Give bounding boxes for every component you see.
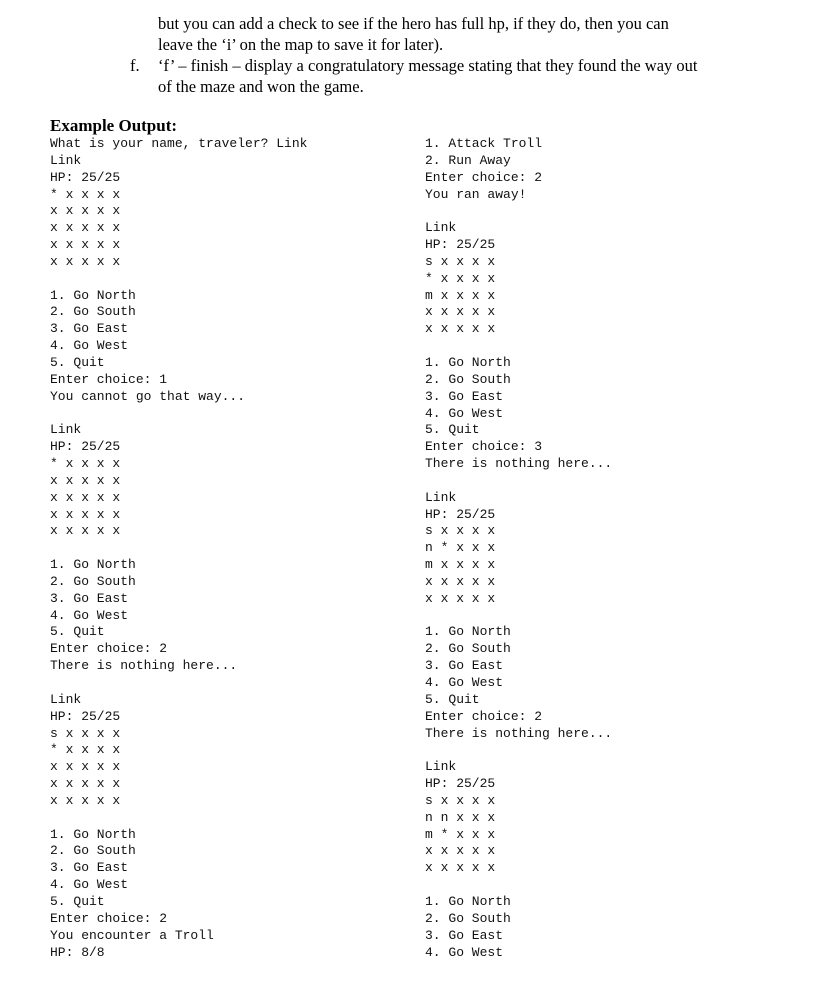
console-line: x x x x x xyxy=(50,776,121,792)
console-line: Link xyxy=(425,220,457,236)
intro-text-line-4: of the maze and won the game. xyxy=(158,77,364,96)
console-line: x x x x x xyxy=(425,860,496,876)
console-line: 5. Quit xyxy=(50,624,105,640)
console-line: * x x x x xyxy=(50,456,121,472)
console-line: m * x x x xyxy=(425,826,496,842)
intro-text-line-1: but you can add a check to see if the hero has full hp, if they do, then you can xyxy=(158,14,669,33)
console-line: * x x x x xyxy=(50,742,121,758)
console-line: 5. Quit xyxy=(425,422,480,438)
list-item-marker: f. xyxy=(130,56,140,75)
console-line: HP: 25/25 xyxy=(50,439,121,455)
console-line: 2. Go South xyxy=(425,641,511,657)
console-line: s x x x x xyxy=(425,792,496,808)
console-line: Enter choice: 1 xyxy=(50,371,168,387)
console-line: HP: 25/25 xyxy=(425,506,496,522)
console-line: What is your name, traveler? Link xyxy=(50,136,308,151)
intro-text-line-3: ‘f’ – finish – display a congratulatory message stating that they found the way out xyxy=(158,56,698,75)
console-line: 3. Go East xyxy=(425,388,504,404)
console-line: 3. Go East xyxy=(50,860,129,876)
console-line: Link xyxy=(425,759,457,775)
console-line: You cannot go that way... xyxy=(50,388,246,404)
console-line: x x x x x xyxy=(425,590,496,606)
console-line: x x x x x xyxy=(425,843,496,859)
console-line xyxy=(50,675,307,692)
console-line: m x x x x xyxy=(425,557,496,573)
console-line: Enter choice: 3 xyxy=(425,439,543,455)
console-line: 1. Attack Troll xyxy=(425,136,543,151)
console-line xyxy=(425,338,612,355)
console-line: 1. Go North xyxy=(425,893,511,909)
console-line: n n x x x xyxy=(425,809,496,825)
console-line: x x x x x xyxy=(425,573,496,589)
console-line: 1. Go North xyxy=(50,287,136,303)
console-line: x x x x x xyxy=(50,253,121,269)
console-line: 1. Go North xyxy=(50,826,136,842)
console-line: Link xyxy=(50,152,82,168)
console-line: 2. Go South xyxy=(50,843,136,859)
console-line xyxy=(50,540,307,557)
console-line: 5. Quit xyxy=(50,893,105,909)
console-line: x x x x x xyxy=(50,220,121,236)
console-line: m x x x x xyxy=(425,287,496,303)
console-line: HP: 8/8 xyxy=(50,944,105,960)
console-line: 4. Go West xyxy=(425,944,504,960)
console-line: x x x x x xyxy=(50,472,121,488)
console-line xyxy=(50,406,307,423)
console-line: x x x x x xyxy=(50,523,121,539)
console-line: 2. Go South xyxy=(425,910,511,926)
console-line: Enter choice: 2 xyxy=(425,708,543,724)
console-line xyxy=(425,473,612,490)
console-line: * x x x x xyxy=(50,186,121,202)
console-line: 5. Quit xyxy=(425,691,480,707)
console-line: 3. Go East xyxy=(425,927,504,943)
console-line: 2. Go South xyxy=(425,371,511,387)
console-line: 3. Go East xyxy=(425,658,504,674)
console-line: Link xyxy=(50,422,82,438)
console-line: There is nothing here... xyxy=(50,658,238,674)
console-line: You encounter a Troll xyxy=(50,927,214,943)
console-line: HP: 25/25 xyxy=(425,237,496,253)
console-line: 4. Go West xyxy=(50,338,129,354)
console-line: HP: 25/25 xyxy=(50,169,121,185)
console-line: 3. Go East xyxy=(50,590,129,606)
console-line: s x x x x xyxy=(425,523,496,539)
console-line: Link xyxy=(50,691,82,707)
console-output-left-column xyxy=(50,136,307,961)
console-line: You ran away! xyxy=(425,186,527,202)
console-line: There is nothing here... xyxy=(425,725,613,741)
console-line: Link xyxy=(425,489,457,505)
console-line: x x x x x xyxy=(50,792,121,808)
console-line: 4. Go West xyxy=(50,877,129,893)
console-line: x x x x x xyxy=(50,237,121,253)
console-line: s x x x x xyxy=(50,725,121,741)
console-line: 4. Go West xyxy=(50,607,129,623)
console-line: Enter choice: 2 xyxy=(50,641,168,657)
console-line: 1. Go North xyxy=(425,624,511,640)
example-output-heading: Example Output: xyxy=(50,116,178,135)
console-line: 2. Go South xyxy=(50,573,136,589)
console-output-right-column xyxy=(425,136,612,961)
console-line: x x x x x xyxy=(425,304,496,320)
console-line: There is nothing here... xyxy=(425,456,613,472)
console-line: 4. Go West xyxy=(425,675,504,690)
console-line: n * x x x xyxy=(425,540,496,556)
console-line: Enter choice: 2 xyxy=(50,910,168,926)
console-line: * x x x x xyxy=(425,270,496,286)
console-line xyxy=(425,203,612,220)
console-line: HP: 25/25 xyxy=(50,708,121,724)
console-line: x x x x x xyxy=(425,321,496,337)
console-line: Enter choice: 2 xyxy=(425,169,543,185)
console-line xyxy=(425,877,612,894)
console-line: x x x x x xyxy=(50,489,121,505)
console-line: 3. Go East xyxy=(50,321,129,337)
console-line: 2. Go South xyxy=(50,304,136,320)
intro-text-line-2: leave the ‘i’ on the map to save it for later). xyxy=(158,35,444,54)
console-line: 5. Quit xyxy=(50,354,105,370)
console-line: s x x x x xyxy=(425,253,496,269)
console-line: HP: 25/25 xyxy=(425,776,496,792)
console-line xyxy=(50,271,307,288)
console-line xyxy=(50,810,307,827)
console-line: 1. Go North xyxy=(50,557,136,573)
console-line: x x x x x xyxy=(50,759,121,775)
console-line xyxy=(425,742,612,759)
console-line: 4. Go West xyxy=(425,405,504,421)
console-line: 2. Run Away xyxy=(425,152,511,168)
console-line: 1. Go North xyxy=(425,354,511,370)
console-line xyxy=(425,608,612,625)
console-line: x x x x x xyxy=(50,203,121,219)
console-line: x x x x x xyxy=(50,506,121,522)
